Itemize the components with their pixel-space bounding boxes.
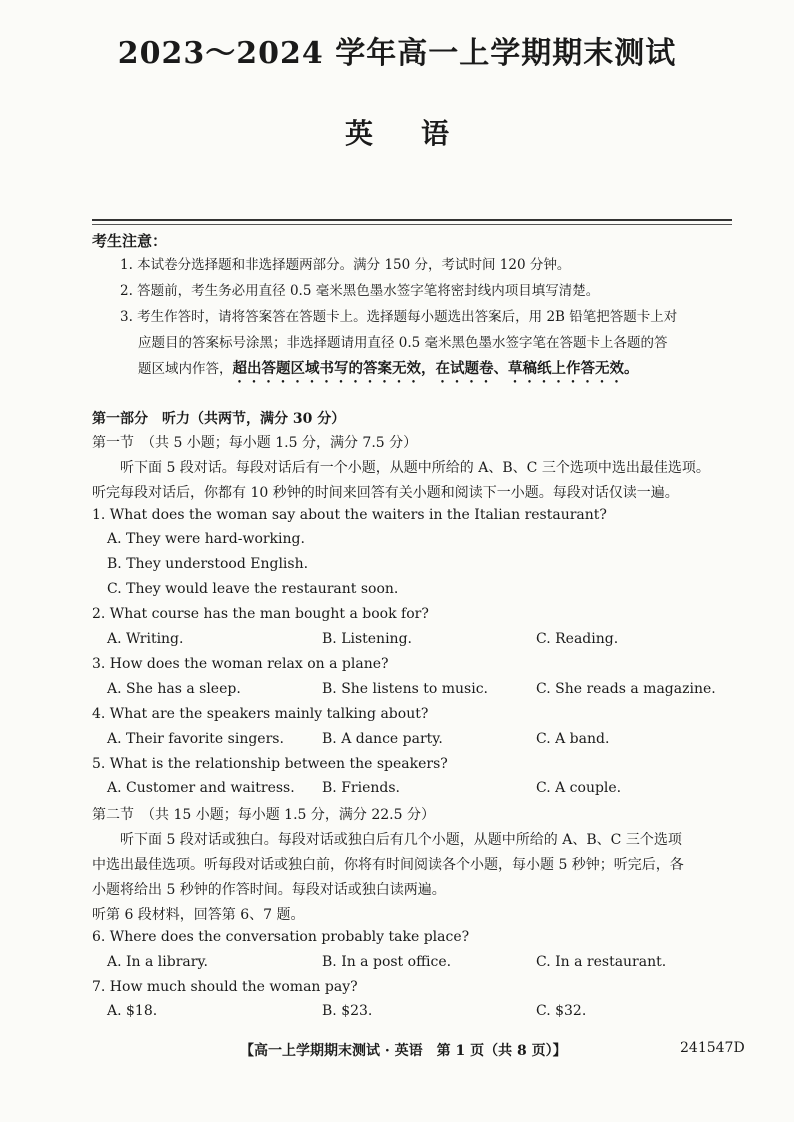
part1-heading: 第一部分 听力（共两节，满分 30 分） xyxy=(92,411,346,427)
section1-instruction-1: 听下面 5 段对话。每段对话后有一个小题，从题中所给的 A、B、C 三个选项中选出最佳选项。 xyxy=(120,460,710,476)
q2-option-a: A. Writing. xyxy=(107,631,184,647)
q6-option-b: B. In a post office. xyxy=(322,954,452,970)
q2-option-b: B. Listening. xyxy=(322,631,412,647)
notice-item-1: 1. 本试卷分选择题和非选择题两部分。满分 150 分，考试时间 120 分钟。 xyxy=(120,257,571,273)
exam-title: 2023～2024 学年高一上学期期末测试 xyxy=(117,36,677,71)
q1-option-b: B. They understood English. xyxy=(107,556,309,572)
question-3: 3. How does the woman relax on a plane? xyxy=(92,656,389,672)
q3-option-c: C. She reads a magazine. xyxy=(536,681,716,697)
q3-option-a: A. She has a sleep. xyxy=(107,681,241,697)
q5-option-a: A. Customer and waitress. xyxy=(107,780,295,796)
section2-instruction-1: 听下面 5 段对话或独白。每段对话或独白后有几个小题，从题中所给的 A、B、C 三个选项 xyxy=(120,832,682,848)
q6-option-c: C. In a restaurant. xyxy=(536,954,667,970)
q5-option-b: B. Friends. xyxy=(322,780,400,796)
section2-instruction-2: 中选出最佳选项。听每段对话或独白前，你将有时间阅读各个小题，每小题 5 秒钟；听完后，各 xyxy=(92,857,684,873)
notice-item-3: 3. 考生作答时，请将答案答在答题卡上。选择题每小题选出答案后，用 2B 铅笔把答题卡上对 xyxy=(120,309,678,325)
section2-material: 听第 6 段材料，回答第 6、7 题。 xyxy=(92,907,305,923)
notice-emphasis: 超出答题区域书写的答案无效，在试题卷、草稿纸上作答无效。 xyxy=(232,360,639,377)
exam-subject: 英语 xyxy=(344,117,497,150)
question-5: 5. What is the relationship between the speakers? xyxy=(92,756,448,772)
question-2: 2. What course has the man bought a book for? xyxy=(92,606,429,622)
q4-option-b: B. A dance party. xyxy=(322,731,443,747)
question-1: 1. What does the woman say about the waiters in the Italian restaurant? xyxy=(92,507,607,523)
q1-option-a: A. They were hard-working. xyxy=(107,531,305,547)
section1-heading: 第一节 （共 5 小题；每小题 1.5 分，满分 7.5 分） xyxy=(92,435,418,451)
q7-option-b: B. $23. xyxy=(322,1003,373,1019)
q2-option-c: C. Reading. xyxy=(536,631,619,647)
q7-option-c: C. $32. xyxy=(536,1003,587,1019)
q4-option-a: A. Their favorite singers. xyxy=(107,731,284,747)
notice-item-2: 2. 答题前，考生务必用直径 0.5 毫米黑色墨水签字笔将密封线内项目填写清楚。 xyxy=(120,283,600,299)
question-4: 4. What are the speakers mainly talking about? xyxy=(92,706,429,722)
q4-option-c: C. A band. xyxy=(536,731,610,747)
q3-option-b: B. She listens to music. xyxy=(322,681,488,697)
notice-item-3-tail: 题区域内作答， xyxy=(138,361,233,377)
section2-heading: 第二节 （共 15 小题；每小题 1.5 分，满分 22.5 分） xyxy=(92,807,435,823)
divider-thin xyxy=(92,224,732,225)
q1-option-c: C. They would leave the restaurant soon. xyxy=(107,581,399,597)
q5-option-c: C. A couple. xyxy=(536,780,622,796)
section2-instruction-3: 小题将给出 5 秒钟的作答时间。每段对话或独白读两遍。 xyxy=(92,882,446,898)
notice-heading: 考生注意： xyxy=(92,232,168,250)
footer-code: 241547D xyxy=(680,1040,745,1056)
section1-instruction-2: 听完每段对话后，你都有 10 秒钟的时间来回答有关小题和阅读下一小题。每段对话仅读一遍。 xyxy=(92,485,679,501)
notice-item-3-end xyxy=(138,356,763,386)
question-7: 7. How much should the woman pay? xyxy=(92,979,358,995)
footer-page-label: 【高一上学期期末测试 · 英语 第 1 页（共 8 页）】 xyxy=(240,1043,567,1059)
notice-item-3-cont: 应题目的答案标号涂黑；非选择题请用直径 0.5 毫米黑色墨水签字笔在答题卡上各题的答 xyxy=(138,335,668,351)
question-6: 6. Where does the conversation probably take place? xyxy=(92,929,470,945)
divider-thick xyxy=(92,219,732,221)
q7-option-a: A. $18. xyxy=(107,1003,158,1019)
q6-option-a: A. In a library. xyxy=(107,954,208,970)
